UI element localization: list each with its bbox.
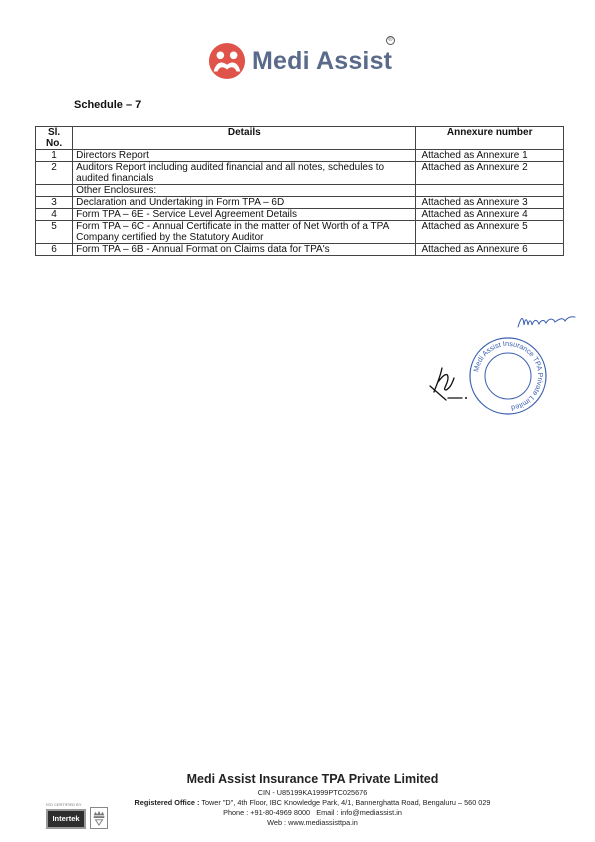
email-address: info@mediassist.in: [340, 808, 402, 817]
footer-registered-office: [0, 798, 595, 807]
trademark-icon: ®: [386, 36, 395, 45]
row-annexure: Attached as Annexure 1: [416, 150, 564, 162]
row-details: Form TPA – 6C - Annual Certificate in the matter of Net Worth of a TPA Company certified by the Statutory Auditor: [73, 221, 416, 244]
column-header-sl-no: Sl. No.: [36, 127, 73, 150]
certification-caption: ISO CERTIFIED BY: [46, 802, 82, 807]
row-annexure: Attached as Annexure 3: [416, 197, 564, 209]
brand-name: Medi Assist: [252, 46, 393, 75]
ukas-crown-icon: [90, 807, 108, 829]
row-number: 6: [36, 244, 73, 256]
row-annexure: Attached as Annexure 6: [416, 244, 564, 256]
column-header-details: Details: [73, 127, 416, 150]
row-number: 1: [36, 150, 73, 162]
footer-company-name: Medi Assist Insurance TPA Private Limited: [186, 772, 439, 786]
svg-text:Medi Assist Insurance TPA Priv: [471, 339, 545, 413]
row-annexure: Attached as Annexure 4: [416, 209, 564, 221]
table-row: [36, 244, 564, 256]
medi-assist-logo: [208, 40, 392, 82]
row-details: Declaration and Undertaking in Form TPA – 6D: [73, 197, 416, 209]
schedule-table: [35, 126, 564, 256]
column-header-annexure: Annexure number: [416, 127, 564, 150]
row-number: 4: [36, 209, 73, 221]
table-row: [36, 150, 564, 162]
row-number: 2: [36, 162, 73, 185]
intertek-logo: Intertek: [46, 809, 86, 829]
company-seal: [468, 336, 548, 416]
registered-office-label: Registered Office :: [134, 798, 200, 807]
web-address: www.mediassisttpa.in: [288, 818, 358, 827]
row-details: Auditors Report including audited financial and all notes, schedules to audited financials: [73, 162, 416, 185]
row-annexure: [416, 185, 564, 197]
row-annexure: Attached as Annexure 5: [416, 221, 564, 244]
medi-assist-logo-icon: [208, 42, 246, 80]
table-row: [36, 209, 564, 221]
phone-number: +91-80-4969 8000: [250, 808, 311, 817]
row-details: Other Enclosures:: [73, 185, 416, 197]
row-details: Form TPA – 6E - Service Level Agreement Details: [73, 209, 416, 221]
row-details: Directors Report: [73, 150, 416, 162]
row-details: Form TPA – 6B - Annual Format on Claims data for TPA's: [73, 244, 416, 256]
schedule-title: Schedule – 7: [74, 99, 142, 111]
row-number: 3: [36, 197, 73, 209]
table-row: [36, 221, 564, 244]
footer-cin: CIN - U85199KA1999PTC025676: [257, 788, 368, 797]
table-row: [36, 197, 564, 209]
table-row: [36, 162, 564, 185]
table-header-row: [36, 127, 564, 150]
phone-label: Phone :: [223, 808, 249, 817]
row-annexure: Attached as Annexure 2: [416, 162, 564, 185]
seal-text: Medi Assist Insurance TPA Private Limited: [471, 338, 546, 413]
table-row: [36, 185, 564, 197]
signature-mark: [515, 305, 581, 335]
row-number: [36, 185, 73, 197]
email-label: Email :: [316, 808, 339, 817]
registered-office-address: Tower "D", 4th Floor, IBC Knowledge Park, 4/1, Bannerghatta Road, Bengaluru – 560 029: [201, 798, 491, 807]
web-label: Web :: [267, 818, 287, 827]
row-number: 5: [36, 221, 73, 244]
